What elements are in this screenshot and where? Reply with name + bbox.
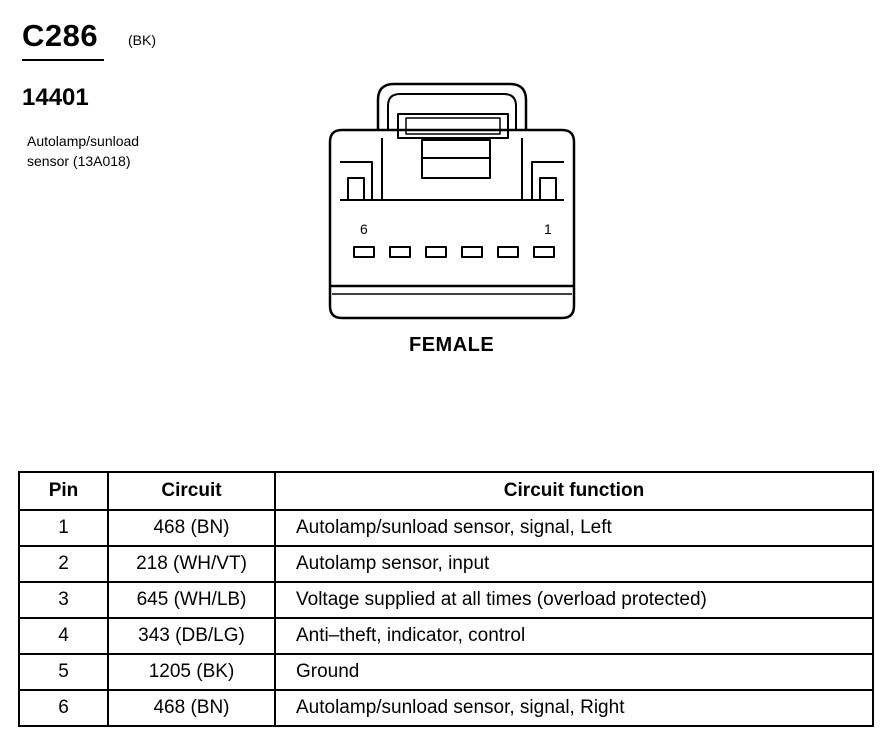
connector-latch xyxy=(378,84,526,130)
cell-function: Autolamp sensor, input xyxy=(275,546,873,582)
header-circuit-function: Circuit function xyxy=(275,472,873,510)
table-row xyxy=(19,618,873,654)
connector-id: C286 xyxy=(22,18,99,53)
header-circuit: Circuit xyxy=(108,472,275,510)
table-row xyxy=(19,654,873,690)
header-pin: Pin xyxy=(19,472,108,510)
pin-cavity-1 xyxy=(534,247,554,257)
cell-pin: 3 xyxy=(19,582,108,618)
cell-function: Anti–theft, indicator, control xyxy=(275,618,873,654)
connector-id-underline xyxy=(22,59,104,61)
cell-function: Voltage supplied at all times (overload protected) xyxy=(275,582,873,618)
cell-pin: 2 xyxy=(19,546,108,582)
cell-function: Autolamp/sunload sensor, signal, Left xyxy=(275,510,873,546)
pin-cavity-5 xyxy=(390,247,410,257)
cell-circuit: 645 (WH/LB) xyxy=(108,582,275,618)
description-line-2: sensor (13A018) xyxy=(27,153,131,169)
part-number: 14401 xyxy=(22,84,89,111)
cell-pin: 1 xyxy=(19,510,108,546)
table-row xyxy=(19,546,873,582)
cell-function: Ground xyxy=(275,654,873,690)
cell-function: Autolamp/sunload sensor, signal, Right xyxy=(275,690,873,726)
component-description xyxy=(27,131,139,171)
cell-pin: 6 xyxy=(19,690,108,726)
pin-cavity-2 xyxy=(498,247,518,257)
cell-circuit: 1205 (BK) xyxy=(108,654,275,690)
cell-circuit: 468 (BN) xyxy=(108,510,275,546)
connector-gender-label: FEMALE xyxy=(409,334,495,356)
pin-cavities xyxy=(354,247,554,257)
table-row xyxy=(19,582,873,618)
cell-pin: 4 xyxy=(19,618,108,654)
cell-circuit: 468 (BN) xyxy=(108,690,275,726)
cell-circuit: 218 (WH/VT) xyxy=(108,546,275,582)
pin-label-right: 1 xyxy=(544,221,552,237)
pin-cavity-4 xyxy=(426,247,446,257)
table-row xyxy=(19,510,873,546)
table-row xyxy=(19,690,873,726)
cell-circuit: 343 (DB/LG) xyxy=(108,618,275,654)
description-line-1: Autolamp/sunload xyxy=(27,133,140,149)
pin-cavity-3 xyxy=(462,247,482,257)
cell-pin: 5 xyxy=(19,654,108,690)
pinout-table xyxy=(18,471,874,727)
connector-color-code: (BK) xyxy=(128,32,156,48)
table-header-row xyxy=(19,472,873,510)
connector-face-diagram xyxy=(322,78,584,326)
pin-label-left: 6 xyxy=(360,221,368,237)
pin-cavity-6 xyxy=(354,247,374,257)
